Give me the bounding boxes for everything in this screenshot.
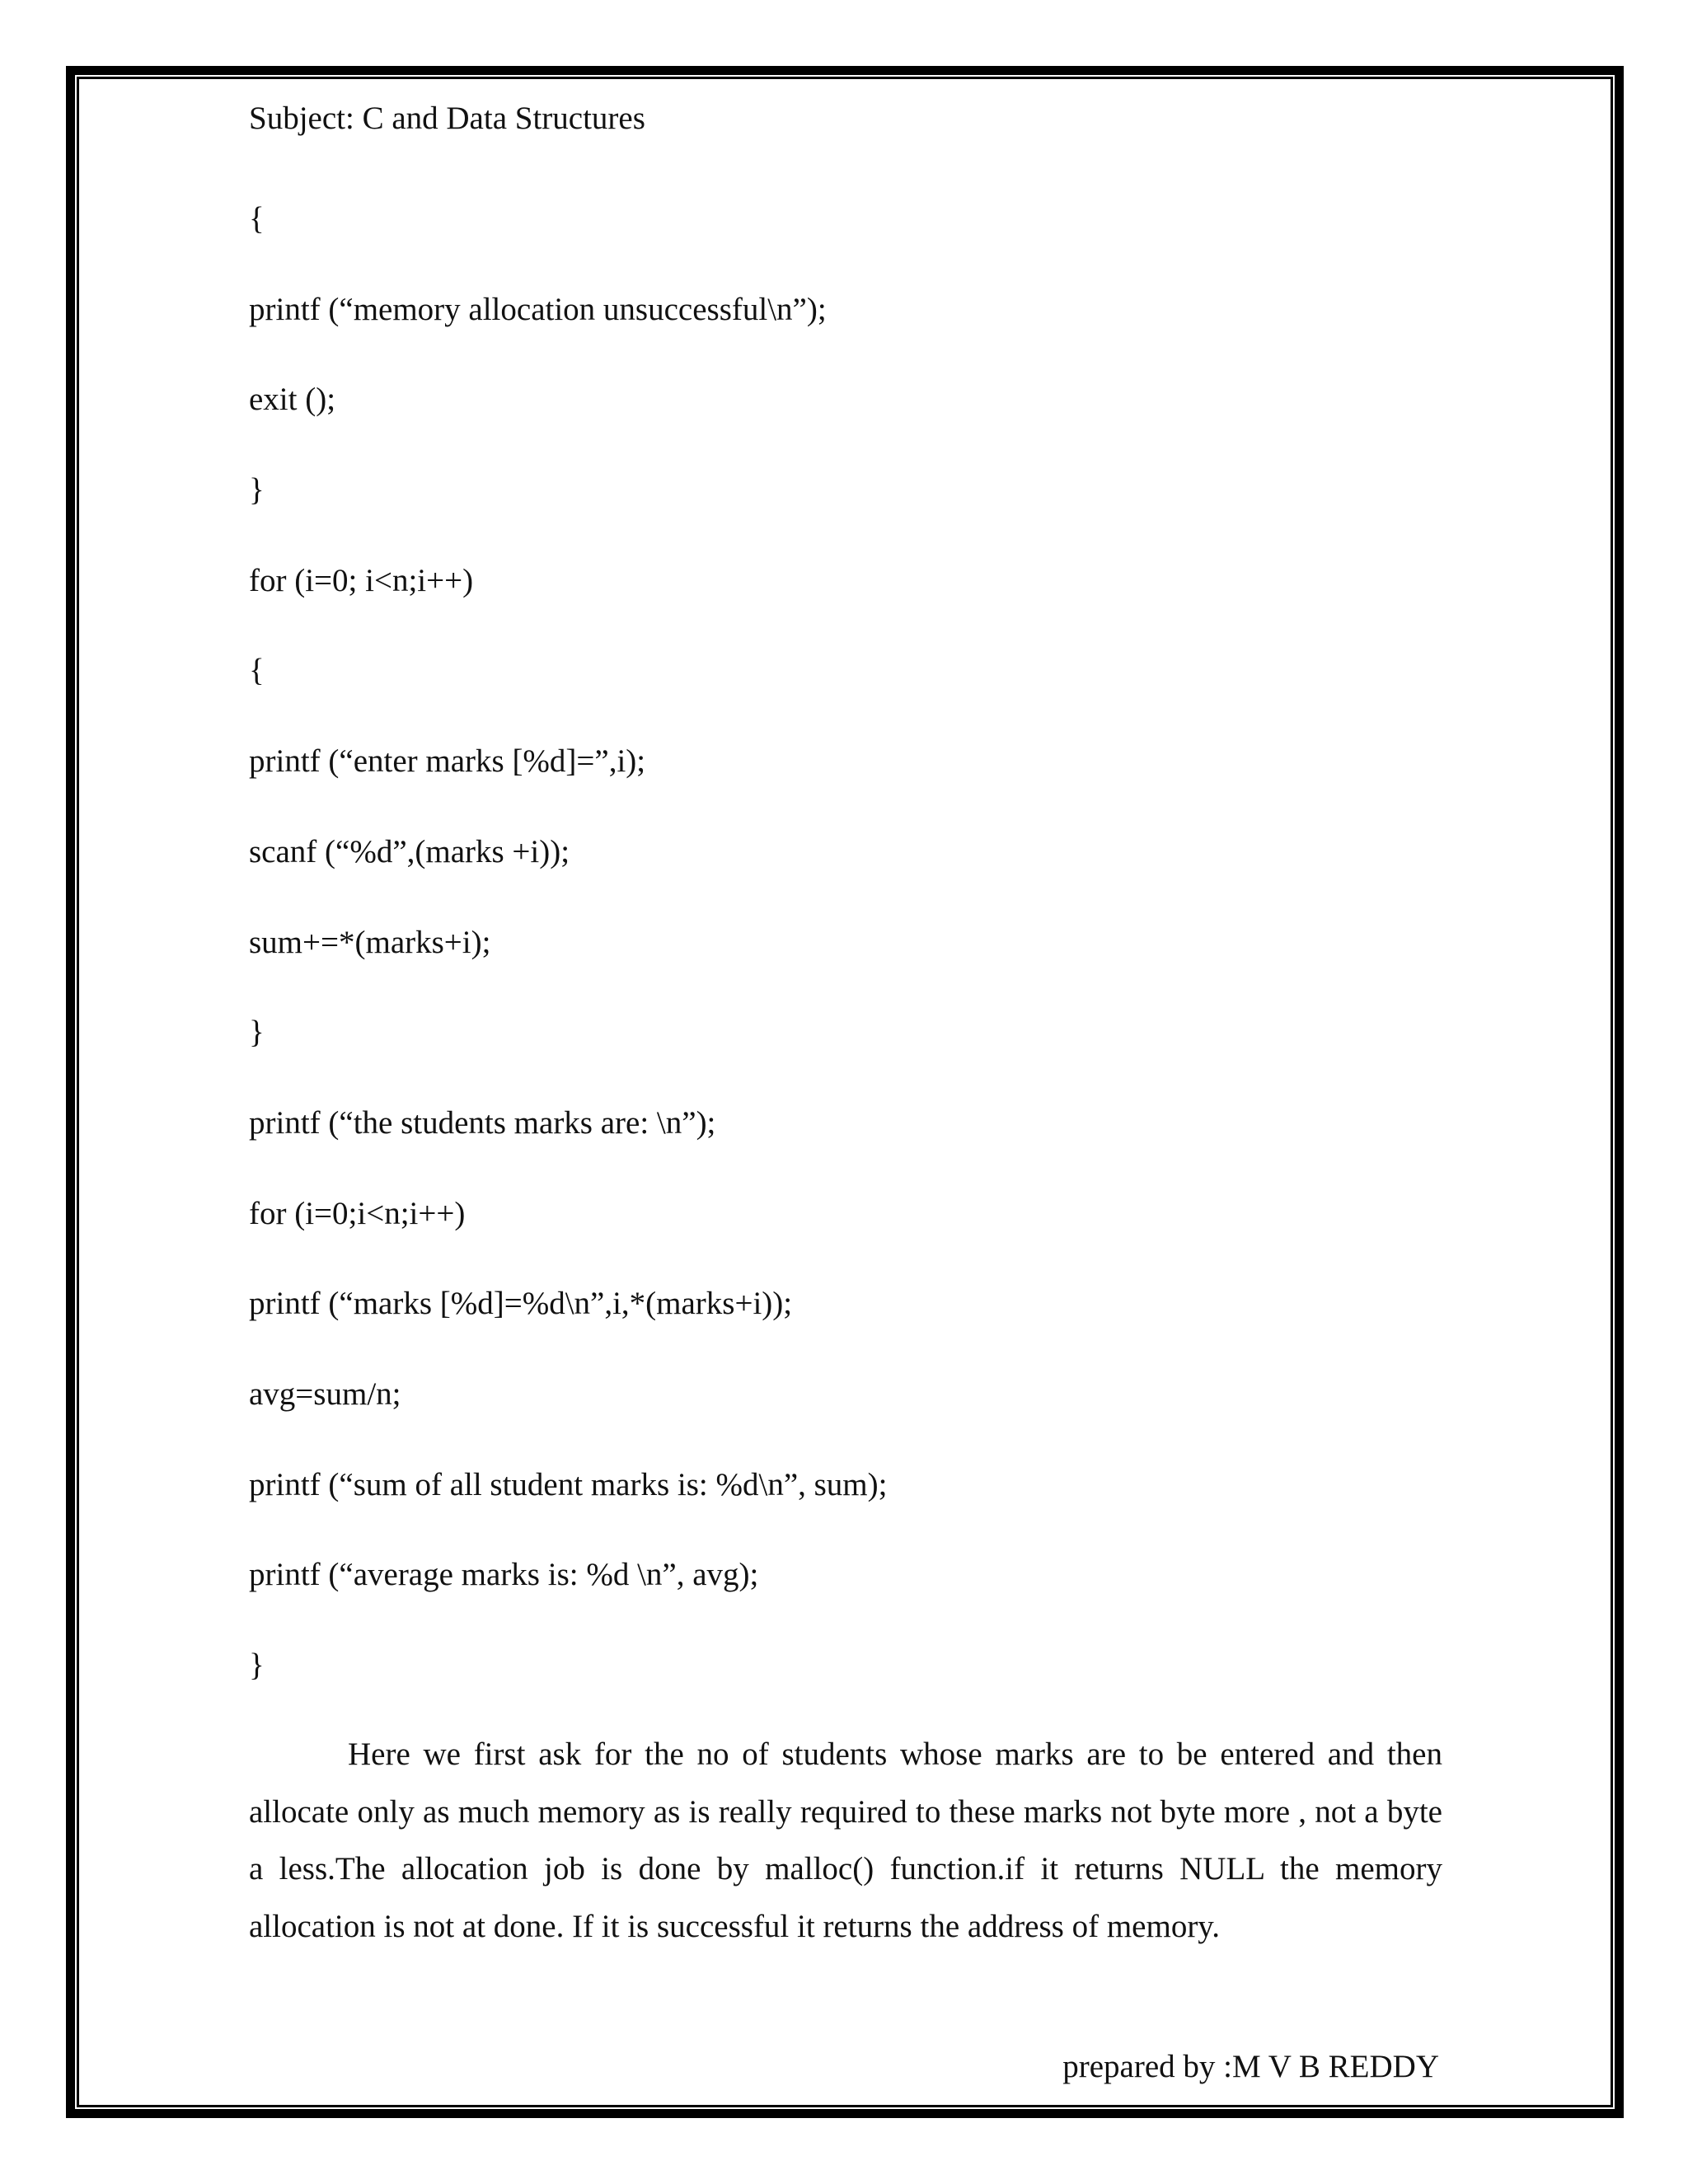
- explanation-paragraph: Here we first ask for the no of students whose marks are to be entered and then allocate only as much memory as is really required to these marks not byte more , not a byte a less.The allocation job is done by malloc() function.if it returns NULL the memory allocation is not at done. If it is successful it returns the address of memory.: [249, 1736, 1442, 1944]
- code-line: printf (“marks [%d]=%d\n”,i,*(marks+i));: [249, 1286, 793, 1322]
- code-line: exit ();: [249, 382, 336, 418]
- code-line: printf (“average marks is: %d \n”, avg);: [249, 1557, 759, 1593]
- code-line: avg=sum/n;: [249, 1376, 401, 1412]
- code-line: }: [249, 472, 265, 509]
- code-line: printf (“sum of all student marks is: %d\n”, sum);: [249, 1466, 888, 1502]
- code-line: }: [249, 1015, 265, 1051]
- code-line: for (i=0; i<n;i++): [249, 562, 474, 598]
- code-line: {: [249, 653, 265, 689]
- code-line: scanf (“%d”,(marks +i));: [249, 833, 570, 869]
- subject-header: Subject: C and Data Structures: [249, 101, 645, 136]
- code-line: printf (“the students marks are: \n”);: [249, 1104, 716, 1141]
- code-listing: [249, 196, 1444, 1733]
- code-line: {: [249, 201, 265, 237]
- code-line: printf (“memory allocation unsuccessful\n”);: [249, 291, 827, 327]
- code-line: }: [249, 1647, 265, 1683]
- code-line: for (i=0;i<n;i++): [249, 1195, 466, 1231]
- code-line: sum+=*(marks+i);: [249, 924, 491, 960]
- code-line: printf (“enter marks [%d]=”,i);: [249, 743, 646, 780]
- prepared-by-footer: prepared by :M V B REDDY: [1062, 2049, 1439, 2084]
